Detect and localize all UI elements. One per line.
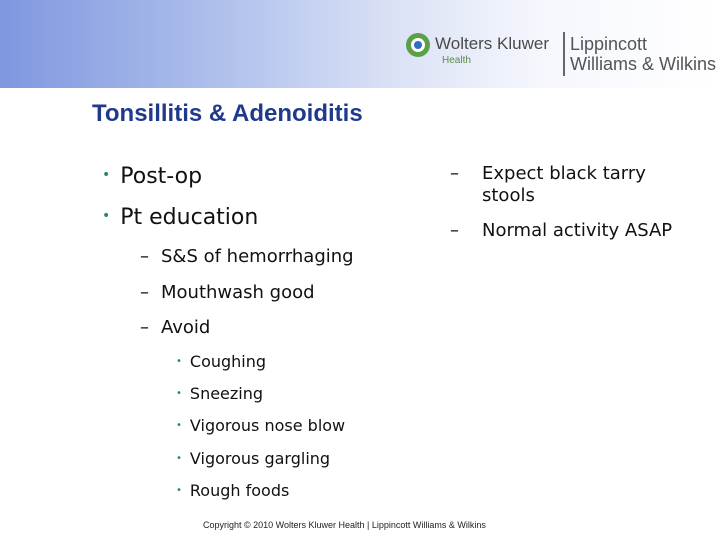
bullet-icon: • — [176, 388, 182, 399]
dash-marker: – — [140, 246, 149, 267]
education-item-label: Mouthwash good — [161, 282, 315, 303]
bullet-icon: • — [176, 356, 182, 367]
dash-marker: – — [450, 163, 459, 184]
education-item-label: S&S of hemorrhaging — [161, 246, 354, 267]
education-item-avoid — [140, 317, 210, 338]
copyright-footer: Copyright © 2010 Wolters Kluwer Health | Lippincott Williams & Wilkins — [203, 520, 486, 530]
bullet-icon: • — [102, 167, 111, 183]
logo-wolters-kluwer: Wolters Kluwer — [435, 34, 549, 53]
postop-item-label: Normal activity ASAP — [482, 220, 673, 241]
postop-item-label: Expect black tarry stools — [482, 163, 646, 206]
logo-lippincott — [570, 34, 716, 74]
avoid-item-gargling — [176, 449, 330, 468]
bullet-pt-education-label: Pt education — [120, 205, 259, 230]
bullet-postop — [102, 164, 202, 189]
avoid-item-label: Sneezing — [189, 384, 264, 403]
bullet-icon: • — [176, 485, 182, 496]
wolters-kluwer-globe-icon — [405, 32, 431, 58]
bullet-icon: • — [176, 453, 182, 464]
dash-marker: – — [140, 317, 149, 338]
postop-item-activity — [450, 220, 710, 244]
dash-marker: – — [140, 282, 149, 303]
dash-marker: – — [450, 220, 459, 241]
logo-lippincott-line: Lippincott — [570, 34, 648, 54]
education-item-mouthwash — [140, 282, 315, 303]
avoid-item-sneezing — [176, 384, 263, 403]
bullet-icon: • — [102, 208, 111, 224]
avoid-item-label: Coughing — [189, 352, 267, 371]
education-item-label: Avoid — [161, 317, 211, 338]
education-item-hemorrhaging — [140, 246, 354, 267]
logo-divider — [563, 32, 565, 76]
avoid-item-label: Vigorous gargling — [189, 449, 331, 468]
avoid-item-label: Rough foods — [189, 481, 290, 500]
bullet-postop-label: Post-op — [120, 164, 203, 189]
avoid-item-nose-blow — [176, 416, 345, 435]
logo-williams-wilkins-line: Williams & Wilkins — [570, 54, 716, 74]
bullet-pt-education — [102, 205, 258, 230]
avoid-item-rough-foods — [176, 481, 289, 500]
slide-title: Tonsillitis & Adenoiditis — [92, 100, 363, 127]
bullet-icon: • — [176, 420, 182, 431]
avoid-item-coughing — [176, 352, 266, 371]
avoid-item-label: Vigorous nose blow — [189, 416, 346, 435]
postop-item-stools — [450, 163, 690, 209]
logo-health: Health — [442, 55, 471, 66]
